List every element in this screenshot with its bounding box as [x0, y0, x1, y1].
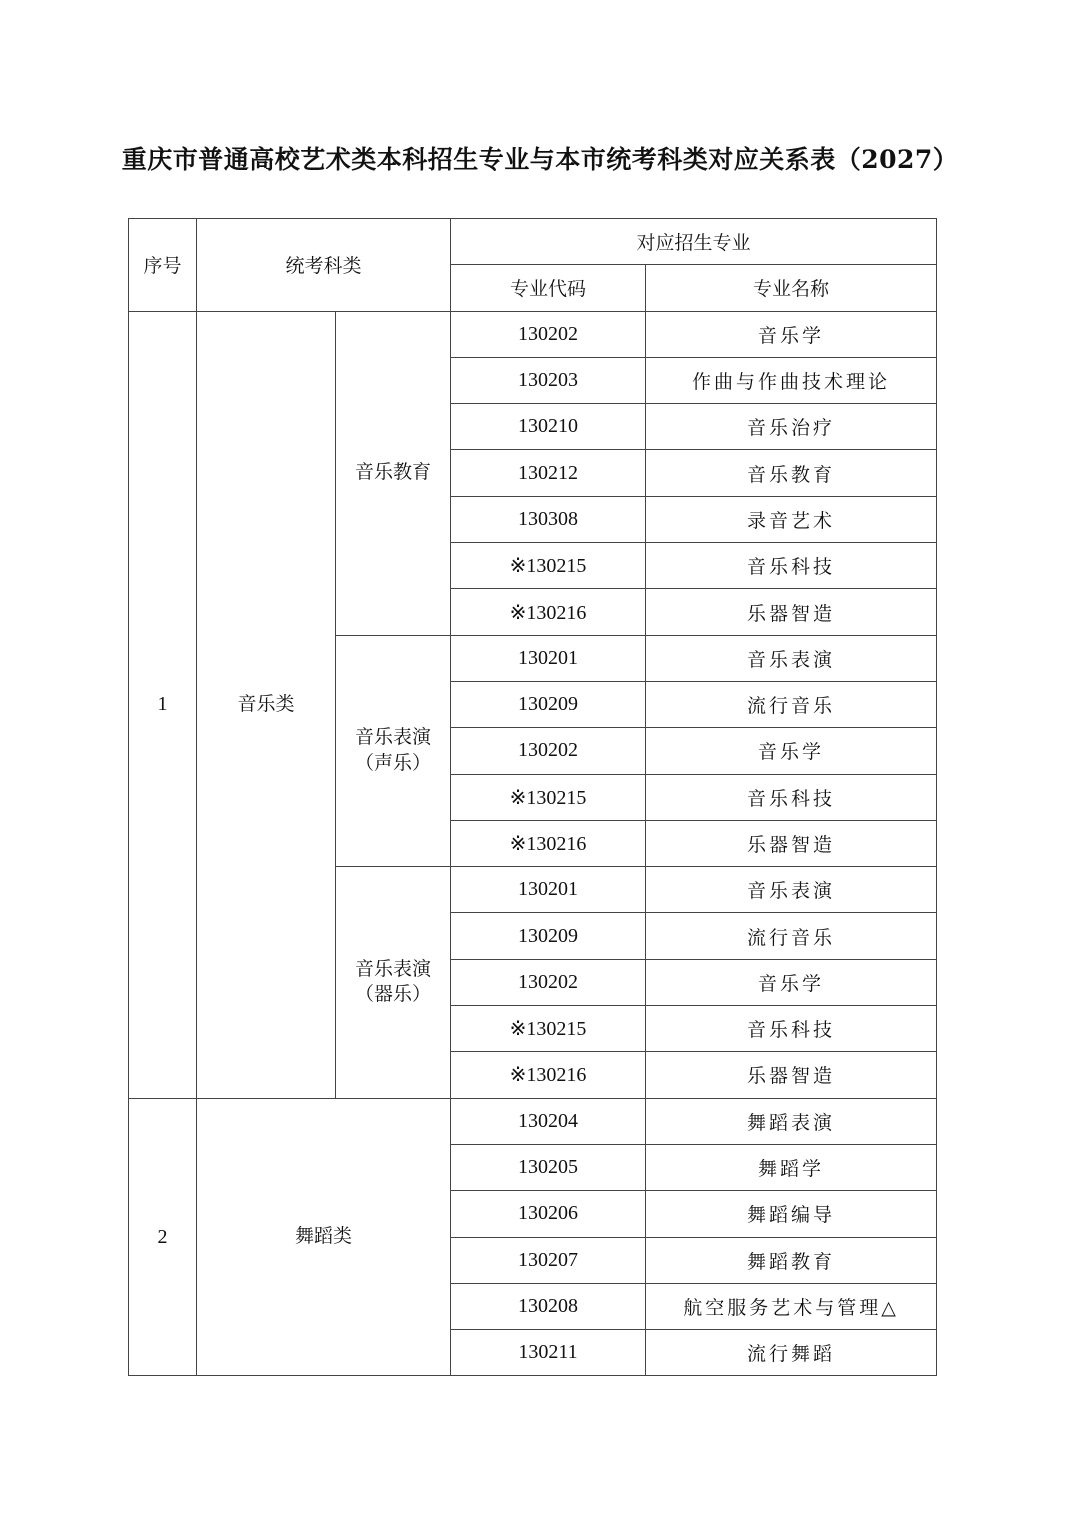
header-code: 专业代码 — [451, 265, 646, 311]
cell-subcategory: 音乐表演 （声乐） — [336, 635, 451, 866]
cell-name: 流行舞蹈 — [646, 1330, 937, 1376]
cell-subcategory: 音乐教育 — [336, 311, 451, 635]
header-seq: 序号 — [129, 219, 197, 312]
cell-name: 流行音乐 — [646, 913, 937, 959]
cell-name: 舞蹈教育 — [646, 1237, 937, 1283]
cell-code: 130210 — [451, 404, 646, 450]
cell-code: ※130216 — [451, 1052, 646, 1098]
cell-name: 音乐学 — [646, 959, 937, 1005]
cell-code: ※130215 — [451, 543, 646, 589]
cell-code: 130202 — [451, 728, 646, 774]
header-category: 统考科类 — [197, 219, 451, 312]
cell-name: 音乐科技 — [646, 543, 937, 589]
table-row — [129, 311, 937, 357]
cell-code: 130201 — [451, 635, 646, 681]
cell-name: 音乐教育 — [646, 450, 937, 496]
cell-code: 130209 — [451, 681, 646, 727]
cell-name: 音乐表演 — [646, 867, 937, 913]
cell-name: 乐器智造 — [646, 1052, 937, 1098]
table-body — [129, 311, 937, 1376]
cell-code: 130205 — [451, 1144, 646, 1190]
cell-code: 130212 — [451, 450, 646, 496]
cell-name: 录音艺术 — [646, 496, 937, 542]
header-major-group: 对应招生专业 — [451, 219, 937, 265]
cell-code: ※130215 — [451, 1006, 646, 1052]
cell-code: ※130216 — [451, 820, 646, 866]
cell-code: 130208 — [451, 1283, 646, 1329]
cell-category: 舞蹈类 — [197, 1098, 451, 1376]
cell-code: 130203 — [451, 357, 646, 403]
cell-code: ※130215 — [451, 774, 646, 820]
cell-code: 130202 — [451, 311, 646, 357]
cell-name: 乐器智造 — [646, 820, 937, 866]
cell-code: 130201 — [451, 867, 646, 913]
cell-name: 舞蹈表演 — [646, 1098, 937, 1144]
cell-category: 音乐类 — [197, 311, 336, 1098]
cell-seq: 1 — [129, 311, 197, 1098]
cell-name: 音乐科技 — [646, 774, 937, 820]
cell-name: 作曲与作曲技术理论 — [646, 357, 937, 403]
cell-code: 130211 — [451, 1330, 646, 1376]
cell-seq: 2 — [129, 1098, 197, 1376]
table-row — [129, 1098, 937, 1144]
cell-code: 130207 — [451, 1237, 646, 1283]
cell-name: 乐器智造 — [646, 589, 937, 635]
cell-code: 130308 — [451, 496, 646, 542]
cell-name: 舞蹈编导 — [646, 1191, 937, 1237]
cell-name: 流行音乐 — [646, 681, 937, 727]
cell-code: 130206 — [451, 1191, 646, 1237]
cell-name: 航空服务艺术与管理△ — [646, 1283, 937, 1329]
cell-code: 130202 — [451, 959, 646, 1005]
correspondence-table — [128, 218, 937, 1376]
header-name: 专业名称 — [646, 265, 937, 311]
cell-name: 音乐治疗 — [646, 404, 937, 450]
cell-subcategory: 音乐表演 （器乐） — [336, 867, 451, 1098]
cell-name: 音乐学 — [646, 311, 937, 357]
cell-name: 舞蹈学 — [646, 1144, 937, 1190]
page-title: 重庆市普通高校艺术类本科招生专业与本市统考科类对应关系表（2027） — [121, 145, 959, 174]
cell-code: 130209 — [451, 913, 646, 959]
cell-code: 130204 — [451, 1098, 646, 1144]
cell-name: 音乐表演 — [646, 635, 937, 681]
cell-name: 音乐学 — [646, 728, 937, 774]
cell-name: 音乐科技 — [646, 1006, 937, 1052]
cell-code: ※130216 — [451, 589, 646, 635]
